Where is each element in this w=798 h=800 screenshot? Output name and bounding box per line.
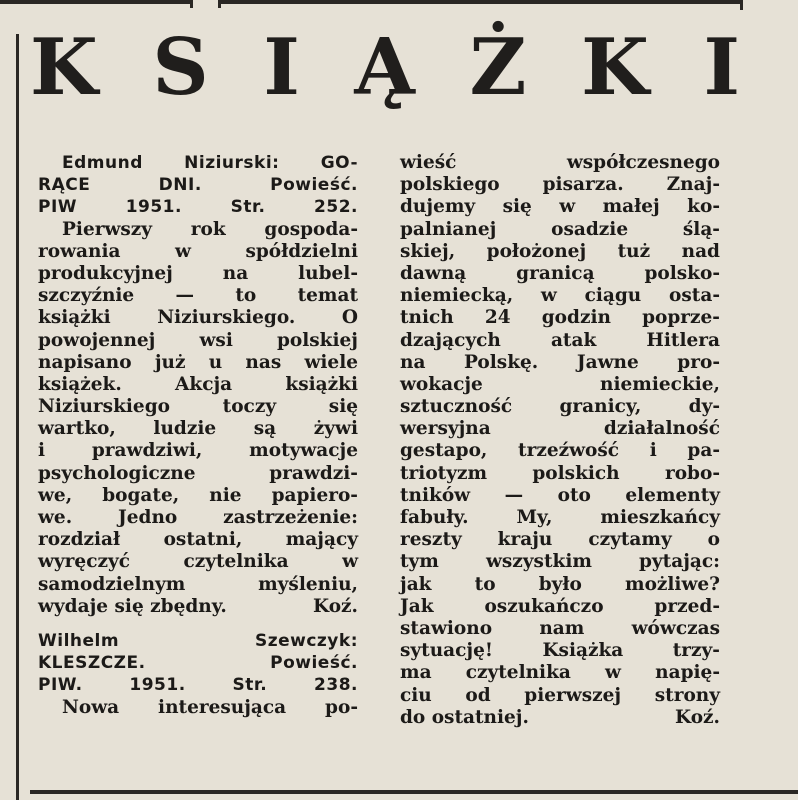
text-line: sztuczność granicy, dy- bbox=[400, 396, 720, 418]
text-line: niemiecką, w ciągu osta- bbox=[400, 285, 720, 307]
text-line: Niziurskiego toczy się bbox=[38, 396, 358, 418]
top-rule-tick bbox=[190, 0, 193, 8]
text-line: wyręczyć czytelnika w bbox=[38, 551, 358, 573]
review2-body-continued bbox=[400, 152, 720, 707]
text-line: tnich 24 godzin poprze- bbox=[400, 307, 720, 329]
text-line: palnianej osadzie ślą- bbox=[400, 218, 720, 240]
text-line: sytuację! Książka trzy- bbox=[400, 640, 720, 662]
title-letter: K bbox=[30, 22, 98, 113]
text-line: powojennej wsi polskiej bbox=[38, 329, 358, 351]
text-line: PIW. 1951. Str. 238. bbox=[38, 675, 358, 696]
text-line: triotyzm polskich robo- bbox=[400, 462, 720, 484]
text-line: Edmund Niziurski: GO- bbox=[62, 153, 358, 173]
left-column-rule bbox=[16, 34, 19, 800]
text-line: gestapo, trzeźwość i pa- bbox=[400, 440, 720, 462]
text-line: skiej, położonej tuż nad bbox=[400, 240, 720, 262]
text-line: we. Jedno zastrzeżenie: bbox=[38, 507, 358, 528]
text-line: na Polskę. Jawne pro- bbox=[400, 351, 720, 373]
text-line: i prawdziwi, motywacje bbox=[38, 440, 358, 462]
top-rule bbox=[218, 0, 742, 4]
review2-heading bbox=[38, 630, 358, 697]
text-line: dawną granicą polsko- bbox=[400, 262, 720, 284]
text-line: książek. Akcja książki bbox=[38, 373, 358, 395]
text-line: fabuły. My, mieszkańcy bbox=[400, 507, 720, 528]
text-line: tników — oto elementy bbox=[400, 484, 720, 506]
review1-closing-line bbox=[38, 596, 358, 618]
text-line: Jak oszukańczo przed- bbox=[400, 595, 720, 617]
review1-heading bbox=[38, 152, 358, 219]
text-line: Pierwszy rok gospoda- bbox=[62, 218, 358, 240]
text-line: ciu od pierwszej strony bbox=[400, 684, 720, 706]
title-letter: K bbox=[581, 22, 649, 113]
text-line: reszty kraju czytamy o bbox=[400, 529, 720, 551]
review2-last-line: do ostatniej. bbox=[400, 706, 529, 728]
bottom-rule bbox=[30, 790, 798, 794]
left-column bbox=[38, 152, 358, 719]
title-letter: Ą bbox=[354, 22, 415, 113]
text-line: dzających atak Hitlera bbox=[400, 329, 720, 351]
text-line: PIW 1951. Str. 252. bbox=[38, 197, 358, 218]
title-letter: I bbox=[703, 22, 740, 113]
text-line: produkcyjnej na lubel- bbox=[38, 262, 358, 284]
review1-last-line: wydaje się zbędny. bbox=[38, 595, 227, 617]
right-column bbox=[400, 152, 720, 729]
text-line: wersyjna działalność bbox=[400, 418, 720, 440]
review2-body-first-line: Nowa interesująca po- bbox=[62, 696, 358, 718]
section-title bbox=[30, 18, 740, 118]
text-line: rowania w spółdzielni bbox=[38, 240, 358, 262]
title-letter: I bbox=[263, 22, 300, 113]
top-rule-tick bbox=[740, 0, 743, 10]
review2-closing-line bbox=[400, 707, 720, 729]
text-line: psychologiczne prawdzi- bbox=[38, 462, 358, 484]
text-line: RĄCE DNI. Powieść. bbox=[38, 175, 358, 196]
text-line: samodzielnym myśleniu, bbox=[38, 573, 358, 595]
text-line: wokacje niemieckie, bbox=[400, 373, 720, 395]
review2-signature: Koź. bbox=[675, 706, 720, 728]
top-rule bbox=[0, 0, 192, 4]
text-line: książki Niziurskiego. O bbox=[38, 307, 358, 329]
text-line: rozdział ostatni, mający bbox=[38, 529, 358, 551]
text-line: napisano już u nas wiele bbox=[38, 351, 358, 373]
text-line: KLESZCZE. Powieść. bbox=[38, 653, 358, 674]
text-line: stawiono nam wówczas bbox=[400, 617, 720, 639]
text-line: we, bogate, nie papiero- bbox=[38, 484, 358, 506]
text-line: wartko, ludzie są żywi bbox=[38, 418, 358, 440]
title-letter: S bbox=[152, 22, 209, 113]
text-line: szczyźnie — to temat bbox=[38, 285, 358, 307]
text-line: tym wszystkim pytając: bbox=[400, 551, 720, 573]
review1-signature: Koź. bbox=[313, 595, 358, 617]
review1-body bbox=[38, 219, 358, 596]
text-line: Wilhelm Szewczyk: bbox=[38, 630, 358, 651]
text-line: ma czytelnika w napię- bbox=[400, 662, 720, 684]
text-line: wieść współczesnego bbox=[400, 152, 720, 173]
text-line: polskiego pisarza. Znaj- bbox=[400, 174, 720, 196]
text-line: jak to było możliwe? bbox=[400, 573, 720, 595]
text-line: dujemy się w małej ko- bbox=[400, 196, 720, 218]
title-letter: Ż bbox=[469, 22, 527, 113]
